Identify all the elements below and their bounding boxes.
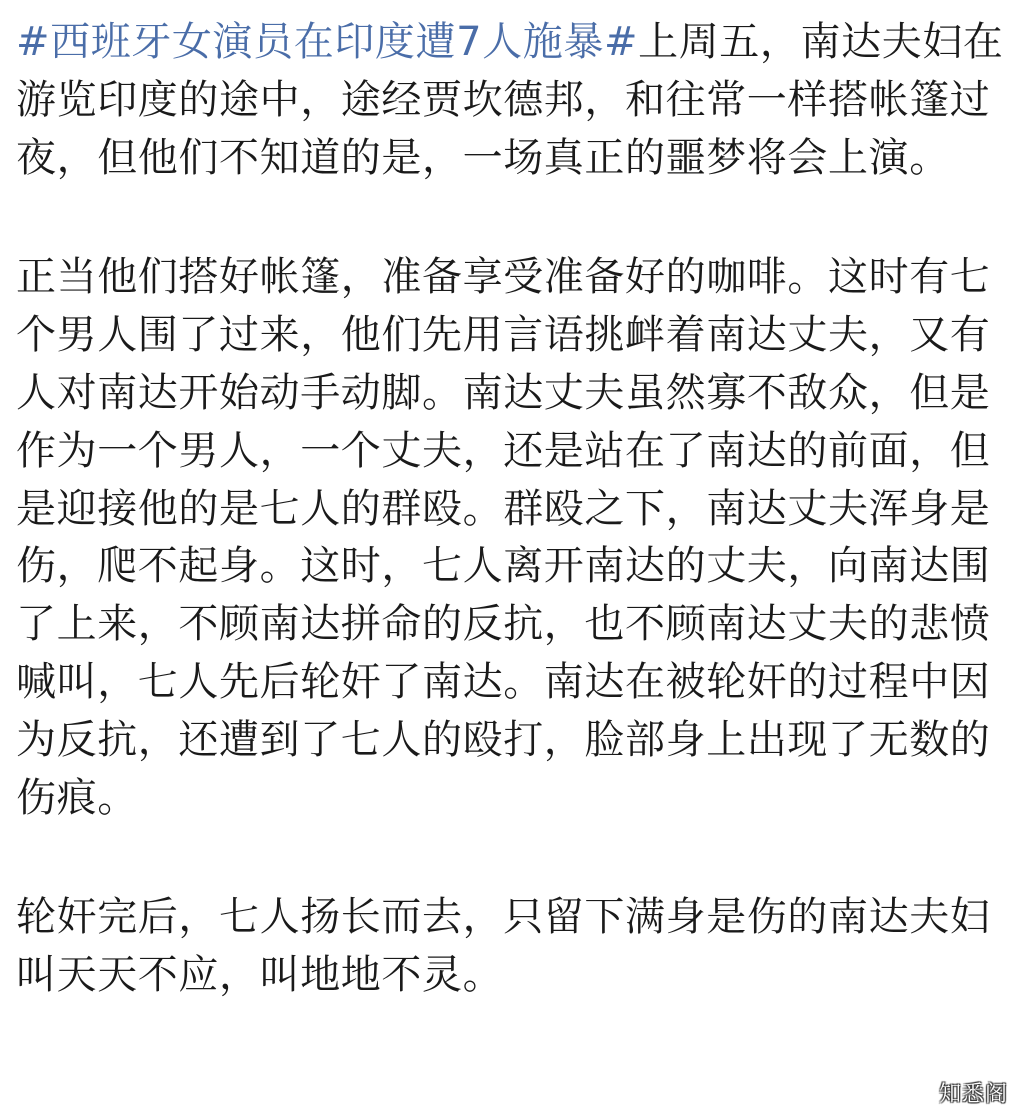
post-body [16,14,1006,1005]
paragraph-3: 轮奸完后，七人扬长而去，只留下满身是伤的南达夫妇叫天天不应，叫地地不灵。 [16,894,991,999]
topic-tag-link[interactable]: #西班牙女演员在印度遭7人施暴# [16,19,639,65]
paragraph-2: 正当他们搭好帐篷，准备享受准备好的咖啡。这时有七个男人围了过来，他们先用言语挑衅着南达丈夫，又有人对南达开始动手动脚。南达丈夫虽然寡不敌众，但是作为一个男人，一个丈夫，还是站在了南达的前面，但是迎接他的是七人的群殴。群殴之下，南达丈夫浑身是伤，爬不起身。这时，七人离开南达的丈夫，向南达围了上来，不顾南达拼命的反抗，也不顾南达丈夫的悲愤喊叫，七人先后轮奸了南达。南达在被轮奸的过程中因为反抗，还遭到了七人的殴打，脸部身上出现了无数的伤痕。 [16,254,991,821]
paragraph-1 [16,14,1006,187]
watermark: 知悉阁 [938,1082,1008,1107]
paragraph-1-text: 上周五，南达夫妇在游览印度的途中，途经贾坎德邦，和往常一样搭帐篷过夜，但他们不知道的是，一场真正的噩梦将会上演。 [16,19,1004,181]
